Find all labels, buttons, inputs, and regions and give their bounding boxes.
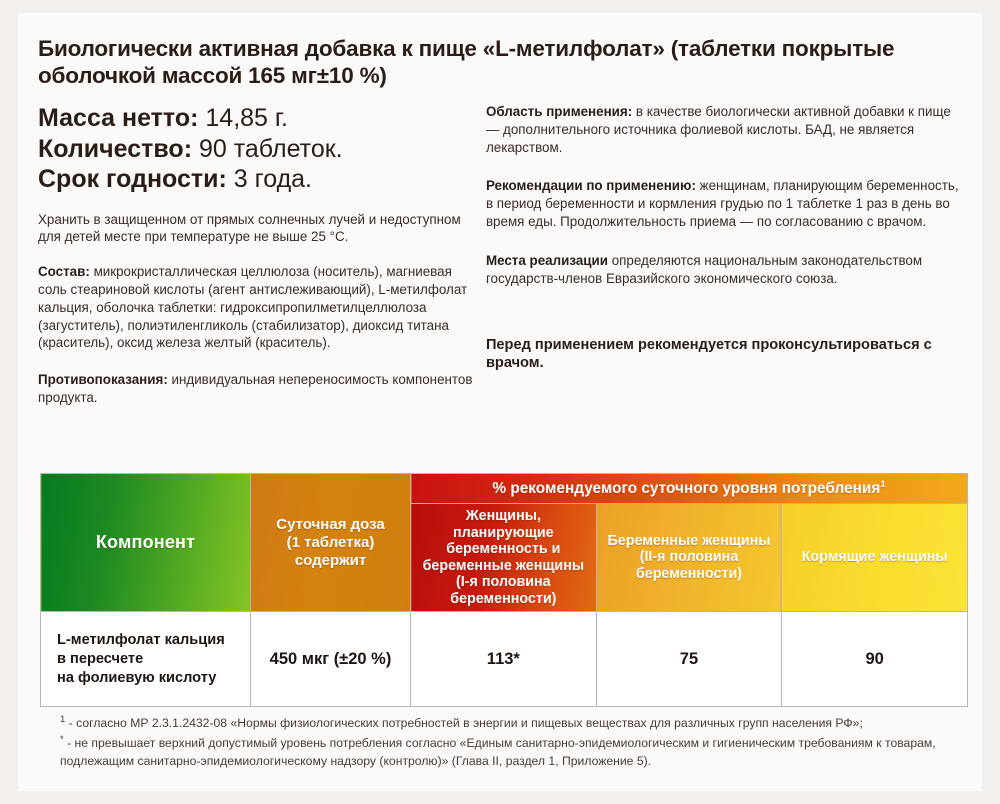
header-component: Компонент (41, 474, 251, 612)
footnote-2-mark: * (60, 734, 64, 745)
shelf-life-line (38, 164, 474, 195)
net-weight-label: Масса нетто: (38, 104, 199, 132)
contraindications-label: Противопоказания: (38, 372, 168, 388)
application-block (486, 103, 964, 156)
footnote-2-text: - не превышает верхний допустимый уровень потребления согласно «Единым санитарно-эпидемиологическим и гигиеническим требованиям к товарам, подлежащим санитарно-эпидемиологическому надзору (контролю)» (Глава II, раздел 1, Приложение 5). (60, 736, 936, 768)
header-percent-group-superscript: 1 (880, 479, 886, 490)
header-percent-group (411, 474, 968, 504)
cell-group3-value: 90 (782, 612, 968, 707)
cell-daily-dose: 450 мкг (±20 %) (251, 612, 411, 707)
sale-places-text: определяются национальным законодательством государств-членов Евразийского экономического союза. (485, 252, 923, 286)
footnotes (60, 713, 970, 771)
quantity-value: 90 таблеток. (198, 134, 343, 163)
footnote-2 (60, 733, 970, 771)
footnote-1-mark: 1 (60, 714, 66, 725)
sale-places-block (486, 252, 964, 288)
footnote-1-text: - согласно МР 2.3.1.2432-08 «Нормы физиологических потребностей в энергии и пищевых веществах для различных групп населения РФ»; (65, 716, 863, 731)
shelf-life-value: 3 года. (233, 165, 313, 193)
header-percent-group-text: % рекомендуемого суточного уровня потребления (492, 480, 881, 498)
header-group-pregnant-second-half: Беременные женщины (II-я половина беременности) (596, 503, 782, 611)
nutrition-table (40, 473, 968, 707)
composition-text: микрокристаллическая целлюлоза (носитель), магниевая соль стеариновой кислоты (агент антислеживающий), L-метилфолат кальция, оболочка таблетки: гидроксипропилметилцеллюлоза (загуститель), полиэтиленгликоль (стабилизатор), диоксид титана (краситель), оксид железа желтый (краситель). (38, 264, 468, 351)
application-label: Область применения: (485, 104, 633, 119)
composition-label: Состав: (38, 264, 90, 280)
cell-group2-value: 75 (596, 612, 782, 707)
info-columns (36, 103, 964, 407)
header-group-planning-and-pregnant-first-half: Женщины, планирующие беременность и беременные женщины (I-я половина беременности) (411, 503, 597, 611)
header-group-breastfeeding: Кормящие женщины (782, 503, 968, 611)
footnote-1 (60, 713, 970, 733)
nutrition-table-wrapper (40, 473, 968, 707)
net-weight-value: 14,85 г. (205, 104, 288, 132)
storage-conditions: Хранить в защищенном от прямых солнечных лучей и недоступном для детей месте при температуре не выше 25 °C. (38, 211, 461, 245)
contraindications-text: индивидуальная непереносимость компонентов продукта. (38, 372, 473, 406)
quantity-label: Количество: (38, 134, 193, 163)
sale-places-label: Места реализации (485, 252, 608, 268)
net-weight-line (38, 103, 474, 134)
recommendations-text: женщинам, планирующим беременность, в период беременности и кормления грудью по 1 таблетке 1 раз в день во время еды. Продолжительность приема — по согласованию с врачом. (485, 178, 959, 230)
quantity-line (38, 134, 474, 165)
recommendations-label: Рекомендации по применению: (485, 178, 696, 194)
header-daily-dose-text: Суточная доза (1 таблетка) содержит (276, 515, 385, 569)
cell-component-name (41, 612, 251, 707)
cell-component-name-text: L-метилфолат кальция в пересчете на фолиевую кислоту (57, 631, 225, 687)
page-title: Биологически активная добавка к пище «L-метилфолат» (таблетки покрытые оболочкой массой 165 мг±10 %) (38, 36, 895, 88)
shelf-life-label: Срок годности: (38, 165, 227, 193)
consult-doctor-notice: Перед применением рекомендуется проконсультироваться с врачом. (485, 336, 932, 371)
table-row (41, 612, 968, 707)
header-daily-dose (251, 474, 411, 612)
product-label-panel (18, 13, 982, 791)
table-header-row-1 (41, 474, 968, 504)
left-info-column (36, 103, 474, 407)
recommendations-block (486, 177, 964, 230)
contraindications-block (38, 371, 474, 407)
cell-group1-value: 113* (411, 612, 597, 707)
application-text: в качестве биологически активной добавки к пище — дополнительного источника фолиевой кислоты. БАД, не является лекарством. (485, 104, 951, 155)
right-info-column (474, 103, 964, 407)
composition-block (38, 263, 474, 352)
